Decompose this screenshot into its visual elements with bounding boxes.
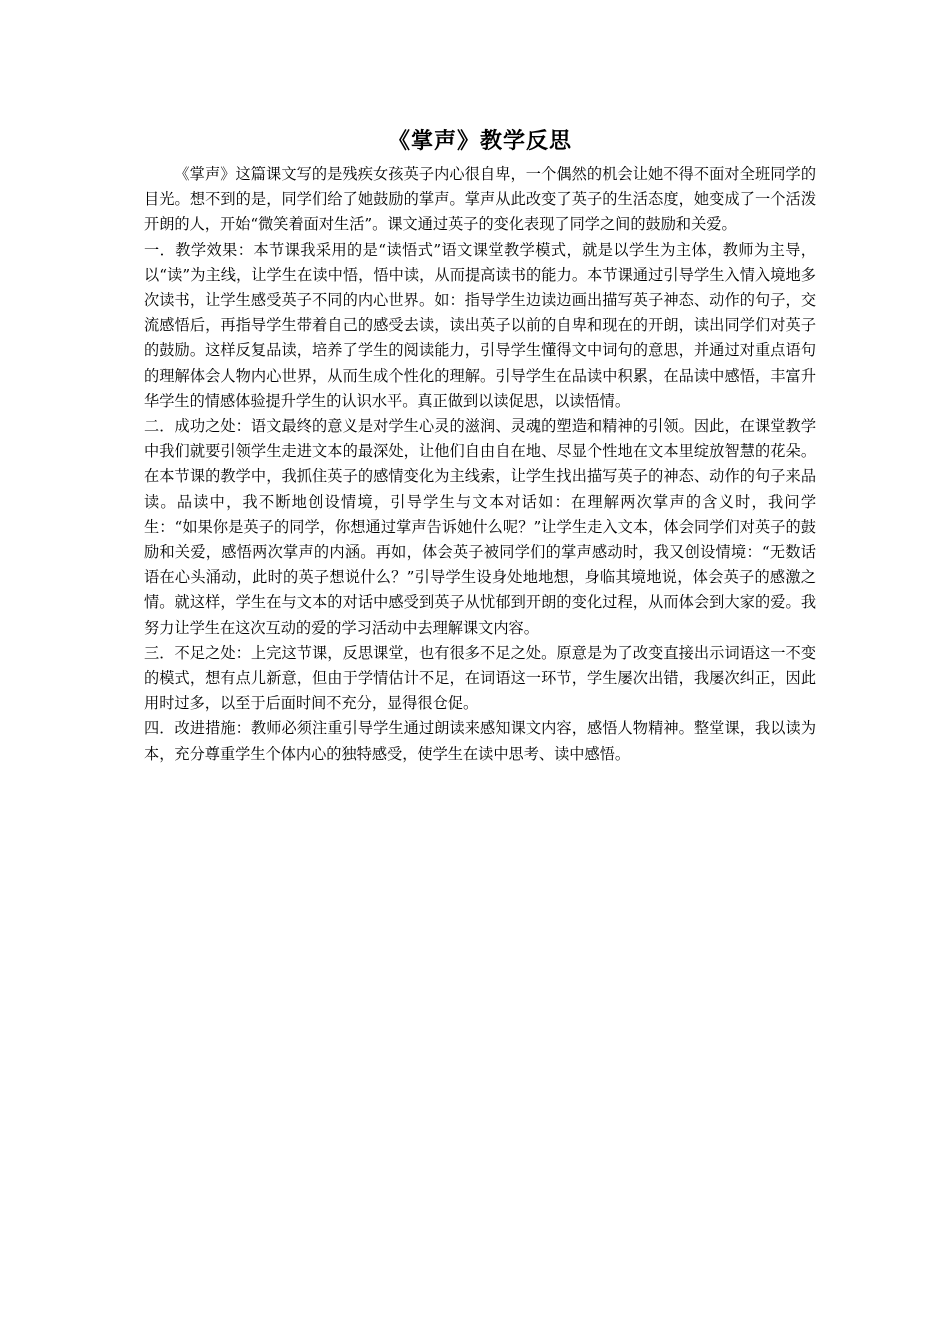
section-successes: 二．成功之处：语文最终的意义是对学生心灵的滋润、灵魂的塑造和精神的引领。因此，在课堂教学中我们就要引领学生走进文本的最深处，让他们自由自在地、尽显个性地在文本里绽放智慧的花朵。在本节课的教学中，我抓住英子的感情变化为主线索，让学生找出描写英子的神态、动作的句子来品读。品读中，我不断地创设情境，引导学生与文本对话如：在理解两次掌声的含义时，我问学生：“如果你是英子的同学，你想通过掌声告诉她什么呢？”让学生走入文本，体会同学们对英子的鼓励和关爱，感悟两次掌声的内涵。再如，体会英子被同学们的掌声感动时，我又创设情境：“无数话语在心头涌动，此时的英子想说什么？”引导学生设身处地地想，身临其境地说，体会英子的感激之情。就这样，学生在与文本的对话中感受到英子从忧郁到开朗的变化过程，从而体会到大家的爱。我努力让学生在这次互动的爱的学习活动中去理解课文内容。 [144,417,816,637]
section-teaching-effect: 一．教学效果：本节课我采用的是“读悟式”语文课堂教学模式，就是以学生为主体，教师为主导，以“读”为主线，让学生在读中悟，悟中读，从而提高读书的能力。本节课通过引导学生入情入境地多次读书，让学生感受英子不同的内心世界。如：指导学生边读边画出描写英子神态、动作的句子，交流感悟后，再指导学生带着自己的感受去读，读出英子以前的自卑和现在的开朗，读出同学们对英子的鼓励。这样反复品读，培养了学生的阅读能力，引导学生懂得文中词句的意思，并通过对重点语句的理解体会人物内心世界，从而生成个性化的理解。引导学生在品读中积累，在品读中感悟，丰富升华学生的情感体验提升学生的认识水平。真正做到以读促思，以读悟情。 [144,240,816,410]
section-improvements: 四．改进措施：教师必须注重引导学生通过朗读来感知课文内容，感悟人物精神。整堂课，我以读为本，充分尊重学生个体内心的独特感受，使学生在读中思考、读中感悟。 [144,719,816,763]
document-page [144,122,816,767]
document-title: 《掌声》教学反思 [387,129,572,154]
section-shortcomings: 三．不足之处：上完这节课，反思课堂，也有很多不足之处。原意是为了改变直接出示词语这一不变的模式，想有点儿新意，但由于学情估计不足，在词语这一环节，学生屡次出错，我屡次纠正，因此用时过多，以至于后面时间不充分，显得很仓促。 [144,643,816,713]
intro-paragraph: 《掌声》这篇课文写的是残疾女孩英子内心很自卑，一个偶然的机会让她不得不面对全班同学的目光。想不到的是，同学们给了她鼓励的掌声。掌声从此改变了英子的生活态度，她变成了一个活泼开朗的人，开始“微笑着面对生活”。课文通过英子的变化表现了同学之间的鼓励和关爱。 [144,165,816,234]
